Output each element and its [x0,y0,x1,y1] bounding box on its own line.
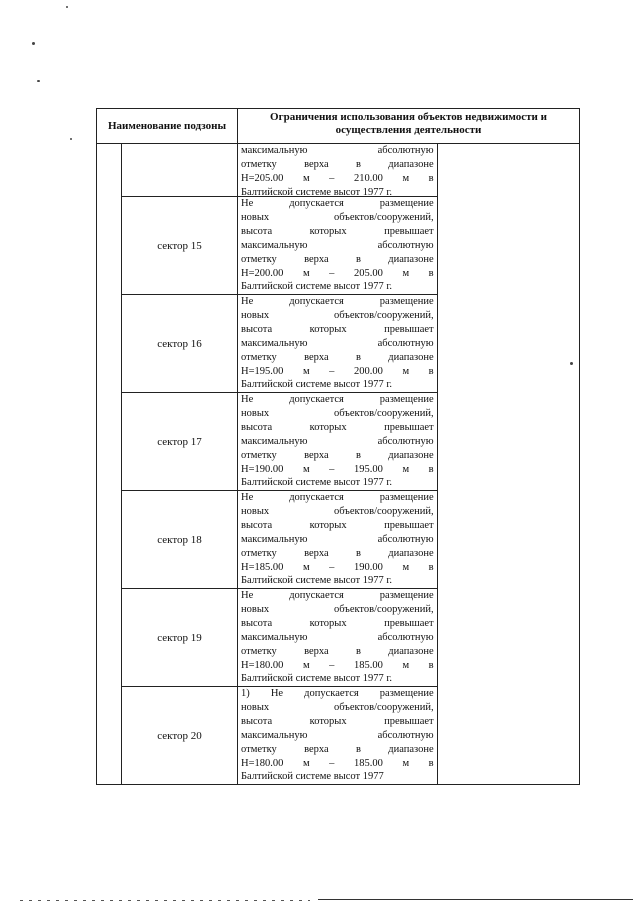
subzone-name-cell: сектор 15 [122,197,238,295]
restriction-line: Н=180.00 м – 185.00 м в [241,757,434,769]
restriction-cell [238,687,438,785]
restriction-line: Балтийской системе высот 1977 г. [241,281,393,293]
blank-column-cell [437,144,579,785]
restriction-text [238,197,437,294]
restriction-line: максимальную абсолютную [241,729,434,741]
footer-line [318,899,633,900]
restriction-cell [238,197,438,295]
subzone-name-cell: сектор 17 [122,393,238,491]
outer-zone-cell [97,144,122,785]
restriction-text [238,589,437,686]
restriction-line: Балтийской системе высот 1977 г. [241,186,393,196]
restriction-line: отметку верха в диапазоне [241,449,434,461]
restriction-line: отметку верха в диапазоне [241,645,434,657]
restrictions-table-container [96,108,580,785]
restriction-cell [238,393,438,491]
restriction-line: Н=200.00 м – 205.00 м в [241,267,434,279]
scan-speck [37,80,40,82]
restrictions-table [96,108,580,785]
restriction-line: Н=190.00 м – 195.00 м в [241,463,434,475]
restriction-line: Не допускается размещение [241,394,434,405]
restriction-line: высота которых превышает [241,421,434,433]
restriction-text [238,393,437,490]
footer-dots [20,900,310,901]
restriction-line: Балтийской системе высот 1977 г. [241,575,393,587]
restriction-line: максимальную абсолютную [241,145,434,156]
restriction-line: отметку верха в диапазоне [241,743,434,755]
restriction-line: высота которых превышает [241,225,434,237]
restriction-line: высота которых превышает [241,715,434,727]
table-header-row [97,109,580,144]
subzone-name-cell: сектор 20 [122,687,238,785]
table-row [97,144,580,197]
restriction-line: новых объектов/сооружений, [241,211,434,223]
restriction-line: отметку верха в диапазоне [241,158,434,170]
restriction-line: Н=205.00 м – 210.00 м в [241,172,434,184]
restriction-line: Не допускается размещение [241,296,434,307]
restriction-line: высота которых превышает [241,519,434,531]
restriction-line: Не допускается размещение [241,492,434,503]
restriction-line: Балтийской системе высот 1977 г. [241,379,393,391]
restriction-line: максимальную абсолютную [241,239,434,251]
restriction-line: новых объектов/сооружений, [241,701,434,713]
restriction-line: отметку верха в диапазоне [241,547,434,559]
restriction-line: новых объектов/сооружений, [241,309,434,321]
restriction-line: высота которых превышает [241,617,434,629]
restriction-line: Балтийской системе высот 1977 г. [241,673,393,685]
subzone-name-cell: сектор 16 [122,295,238,393]
restriction-line: Н=180.00 м – 185.00 м в [241,659,434,671]
restriction-line: максимальную абсолютную [241,435,434,447]
scan-speck [66,6,68,8]
subzone-name-cell: сектор 18 [122,491,238,589]
header-subzone-name: Наименование подзоны [97,109,238,144]
restriction-line: Балтийской системе высот 1977 г. [241,477,393,489]
restriction-line: максимальную абсолютную [241,631,434,643]
subzone-name-cell: сектор 19 [122,589,238,687]
restriction-line: высота которых превышает [241,323,434,335]
restriction-line: 1) Не допускается размещение [241,688,434,699]
restriction-line: отметку верха в диапазоне [241,351,434,363]
restriction-line: новых объектов/сооружений, [241,505,434,517]
restriction-line: Балтийской системе высот 1977 [241,771,384,783]
scan-speck [32,42,35,45]
restriction-cell [238,589,438,687]
restriction-text [238,295,437,392]
restriction-line: максимальную абсолютную [241,337,434,349]
restriction-line: новых объектов/сооружений, [241,407,434,419]
restriction-line: Н=185.00 м – 190.00 м в [241,561,434,573]
restriction-text [238,491,437,588]
scan-speck [70,138,72,140]
restriction-text [238,687,437,784]
restriction-cell [238,491,438,589]
restriction-cell [238,295,438,393]
subzone-name-cell [122,144,238,197]
restriction-line: Не допускается размещение [241,198,434,209]
restriction-cell [238,144,438,197]
restriction-text [238,144,437,196]
restriction-line: Н=195.00 м – 200.00 м в [241,365,434,377]
restriction-line: максимальную абсолютную [241,533,434,545]
header-restrictions: Ограничения использования объектов недвижимости и осуществления деятельности [238,109,580,144]
restriction-line: отметку верха в диапазоне [241,253,434,265]
restriction-line: новых объектов/сооружений, [241,603,434,615]
restriction-line: Не допускается размещение [241,590,434,601]
